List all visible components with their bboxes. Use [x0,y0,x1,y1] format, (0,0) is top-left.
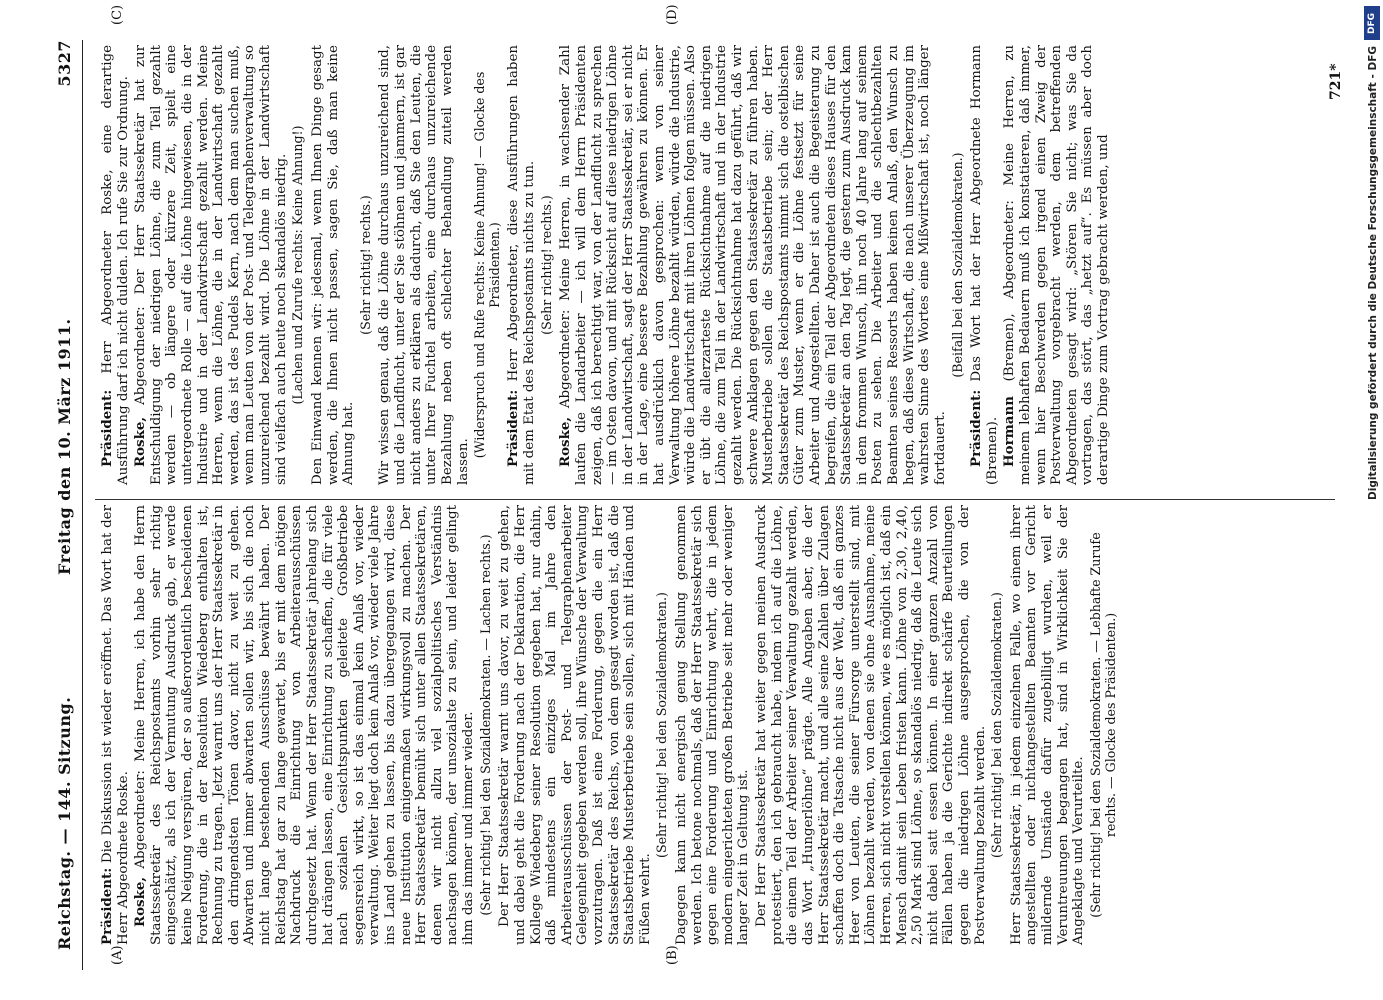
speaker-name: Roske, [132,876,149,927]
paragraph [133,45,289,485]
dfg-logo: DFG [1364,6,1380,40]
margin-mark-b: (B) [665,945,680,965]
speaker-name: Roske, [557,416,574,467]
paragraph-text: Abgeordneter: Meine Herren, ich habe den Herrn Staatssekretär des Reichspostamts vorhin sehr richtig eingeschätzt, als ich der Vermutung Ausdruck gab, er werde keine Neigung verspüren, der so außerordentlich bescheidenen Forderung, die in der Resolution Wiedeberg enthalten ist, Rechnung zu tragen. Jetzt warnt uns der Herr Staatssekretär in den dringendsten Tönen davor, nicht zu weit zu gehen. Abwarten und immer abwarten sollen wir, bis sich die noch nicht lange bestehenden Ausschüsse bewährt haben. Der Reichstag hat gar zu lange gewartet, bis er mit dem nötigen Nachdruck die Einrichtung von Arbeiterausschüssen durchgesetzt hat. Wenn der Herr Staatssekretär jahrelang sich hat drängen lassen, eine Einrichtung zu schaffen, die für viele nach sozialen Gesichtspunkten geleitete Großbetriebe segensreich wirkt, so ist das einmal kein Anlaß vor, wieder verwaltung. Weiter liegt doch kein Anlaß vor, wieder viele Jahre ins Land gehen zu lassen, bis dazu übergegangen wird, diese neue Institution einigermaßen wirkungsvoll zu machen. Der Herr Staatssekretär bemüht sich unter allen Staatssekretären, denen wir nicht allzu viel sozialpolitisches Verständnis nachsagen können, der unsozialste zu sein, und leider gelingt ihm das immer und immer wieder. [133,505,477,945]
paragraph-text: Herr Staatssekretär, in jedem einzelnen Falle, wo einem ihrer angestellten oder nichtangestellten Beamten vor Gericht mildernde Umstände dafür zugebilligt wurden, weil er Veruntreuungen begangen hat, sind in Wirklichkeit Sie der Angeklagte und Verurteilte. [1008,505,1087,945]
interjection [473,55,502,475]
interjection [1089,515,1118,935]
paragraph [506,45,537,485]
interjection [990,515,1005,935]
right-text-column [100,45,1114,485]
paragraph-text: Den Einwand kennen wir: jedesmal, wenn Ihnen Dinge gesagt werden, die Ihnen nicht passen, sagen Sie, daß man keine Ahnung hat. [309,45,357,485]
header-date: Freitag den 10. März 1911. [55,318,74,575]
paragraph [1009,505,1087,945]
speaker-name: Präsident: [968,389,985,467]
paragraph-text: (Bremen), Abgeordneter: Meine Herren, zu meinem lebhaften Bedauern muß ich konstatieren, daß immer, wenn hier Beschwerden gegen irgend einen Zweig der Postverwaltung vorgebracht werden, dem betreffenden Abgeordneten gesagt wird: „Stören Sie nicht; was Sie da vortragen, das stört, das „hetzt auf“. Es müssen aber doch derartige Dinge zum Vortrag gebracht werden, und [1002,45,1112,485]
paragraph-text: (Lachen und Zurufe rechts: Keine Ahnung!) [290,125,306,405]
interjection [359,55,374,475]
paragraph [100,505,131,945]
header-page-number: 5327 [55,40,74,87]
interjection [291,55,306,475]
column-divider [95,499,1335,500]
signature-mark: 721* [1328,63,1344,100]
paragraph-text: (Sehr richtig! bei den Sozialdemokraten.) [654,592,670,858]
paragraph-text: (Widerspruch und Rufe rechts: Keine Ahnung! — Glocke des Präsidenten.) [472,71,502,459]
paragraph [969,45,1000,485]
paragraph [497,505,653,945]
interjection [655,515,670,935]
paragraph-text: (Sehr richtig! rechts.) [538,195,554,335]
left-text-column [100,505,1122,945]
margin-mark-c: (C) [110,4,125,25]
header-rule [82,40,83,970]
paragraph [100,45,131,485]
interjection [540,55,555,475]
speaker-name: Hormann [1001,396,1018,467]
paragraph-text: (Sehr richtig! bei den Sozialdemokraten.) [989,592,1005,858]
paragraph-text: Abgeordneter: Der Herr Staatssekretär hat zur Entschuldigung der niedrigen Löhne, die zum Teil gezahlt werden — ob längere oder kürzere Zeit, spielt eine untergeordnete Rolle — auf die Löhne hingewiesen, die in der Industrie und in der Landwirtschaft gezahlt werden. Meine Herren, wenn die Löhne, die in der Landwirtschaft gezahlt werden, das ist des Pudels Kern, nach dem man suchen muß, wenn man Leuten von der Post- und Telegraphenverwaltung so unzureichend bezahlt wird. Die Löhne in der Landwirtschaft sind vielfach auch heute noch skandalös niedrig. [133,45,289,485]
paragraph-text: (Beifall bei den Sozialdemokraten.) [949,152,965,378]
paragraph-text: Der Herr Staatssekretär hat weiter gegen meinen Ausdruck protestiert, den ich gebraucht habe, indem ich auf die Löhne, die einem Teil der Arbeiter seiner Verwaltung gezahlt werden, das Wort „Hungerlöhne“ prägte. Alle Angaben aber, die der Herr Staatssekretär macht, und alle seine Zahlen über Zulagen schaffen doch die Tatsache nicht aus der Welt, daß ein ganzes Heer von Leuten, die seiner Fürsorge unterstellt sind, mit Löhnen bezahlt werden, von denen sie ohne Ausnahme, meine Herren, sich nicht vorstellen können, wie es möglich ist, daß ein Mensch damit sein Leben fristen kann. Löhne von 2,30, 2,40, 2,50 Mark sind Löhne, so skandalös niedrig, daß die Leute sich nicht dabei satt essen können. In einer ganzen Anzahl von Fällen haben ja die Gerichte indirekt schärfe Beurteilungen gegen die niedrigen Löhne ausgesprochen, die von der Postverwaltung bezahlt werden. [754,505,988,945]
header-session: Reichstag. — 144. Sitzung. [55,696,74,950]
paragraph-text: (Sehr richtig! bei den Sozialdemokraten. — Lachen rechts.) [477,534,493,916]
paragraph [310,45,357,485]
paragraph-text: Abgeordneter: Meine Herren, in wachsender Zahl laufen die Landarbeiter — ich will dem Herrn Präsidenten zeigen, daß ich berechtigt war, von der Landflucht zu sprechen — im Osten davon, und mit Rücksicht auf diese niedrigen Löhne in der Landwirtschaft, sagt der Herr Staatssekretär, sei er nicht in der Lage, eine bessere Bezahlung gewähren zu können. Er hat ausdrücklich davon gesprochen: wenn von seiner Verwaltung höhere Löhne bezahlt würden, würde die Industrie, würde die Landwirtschaft mit ihren Löhnen folgen müssen. Also er übt die allerzarteste Rücksichtnahme auf die niedrigen Löhne, die zum Teil in der Landwirtschaft und in der Industrie gezahlt werden. Die Rücksichtnahme hat dazu geführt, daß wir schwere Anklagen gegen den Staatssekretär zu führen haben. Musterbetriebe sollen die Staatsbetriebe sein; der Herr Staatssekretär des Reichspostamts nimmt sich die ostelbischen Güter zum Muster, wenn er die Löhne festsetzt für seine Arbeiter und Angestellten. Daher ist auch die Begeisterung zu begreifen, die ein Teil der Abgeordneten dieses Hauses für den Staatssekretär an den Tag legt, die gestern zum Ausdruck kam in dem frommen Wunsch, ihn noch 40 Jahre lang auf seinem Posten zu sehen. Die Arbeiter und die schlechtbezahlten Beamten seines Ressorts haben keinen Anlaß, den Wunsch zu hegen, daß diese Wirtschaft, die nach unserer Überzeugung im wahrsten Sinne des Wortes eine Mißwirtschaft ist, noch länger fortdauert. [558,45,948,485]
paragraph-text: Der Herr Staatssekretär warnt uns davor, zu weit zu gehen, und dabei geht die Forderung nach der Deklaration, die Herr Kollege Wiedeberg seiner Resolution gegeben hat, nur dahin, daß mindestens ein einziges Mal im Jahre den Arbeiterausschüssen der Post- und Telegraphenarbeiter Gelegenheit gegeben werden soll, ihre Wünsche der Verwaltung vorzutragen. Daß ist eine Forderung, gegen die ein Herr Staatssekretär des Reichs, von dem gesagt worden ist, daß die Staatsbetriebe Musterbetriebe sein sollen, sich mit Händen und Füßen wehrt. [497,505,653,945]
paragraph [377,45,471,485]
interjection [479,515,494,935]
margin-mark-d: (D) [665,4,680,25]
dfg-credit: Digitalisierung gefördert durch die Deutsche Forschungsgemeinschaft - DFG [1367,46,1379,500]
speaker-name: Präsident: [505,389,522,467]
paragraph [674,505,752,945]
paragraph-text: Wir wissen genau, daß die Löhne durchaus unzureichend sind, und die Landflucht, unter der Sie stöhnen und jammern, ist gar nicht anders zu erklären als dadurch, daß Sie den Leuten, die unter Ihrer Fuchtel arbeiten, eine durchaus unzureichende Bezahlung neben oft schlechter Behandlung zuteil werden lassen. [377,45,471,485]
paragraph-text: Dagegen kann nicht energisch genug Stellung genommen werden. Ich betone nochmals, daß der Herr Staatssekretär sich gegen eine Forderung und Einrichtung wehrt, die in jedem modern eingerichteten großen Betriebe seit mehr oder weniger langer Zeit in Geltung ist. [674,505,752,945]
page-header [25,40,85,970]
paragraph-text: (Sehr richtig! rechts.) [357,195,373,335]
paragraph-text: Herr Abgeordneter, diese Ausführungen haben mit dem Etat des Reichspostamts nichts zu tun. [506,45,538,485]
paragraph-text: Die Diskussion ist wieder eröffnet. Das Wort hat der Herr Abgeordnete Roske. [100,505,131,945]
paragraph [1002,45,1111,485]
paragraph-text: (Sehr richtig! bei den Sozialdemokraten. — Lebhafte Zurufe rechts. — Glocke des Präsidenten.) [1087,532,1118,918]
paragraph-text: Herr Abgeordneter Roske, eine derartige Ausführung darf ich nicht dulden. Ich rufe Sie zur Ordnung. [100,45,131,485]
paragraph-text: Das Wort hat der Herr Abgeordnete Hormann (Bremen). [969,45,1000,485]
speaker-name: Roske, [132,416,149,467]
paragraph [133,505,476,945]
speaker-name: Präsident: [99,389,115,467]
speaker-name: Präsident: [99,867,115,945]
interjection [951,55,966,475]
margin-mark-a: (A) [110,945,125,965]
paragraph [754,505,988,945]
digitization-sidebar [1361,0,1383,1000]
paragraph [558,45,948,485]
